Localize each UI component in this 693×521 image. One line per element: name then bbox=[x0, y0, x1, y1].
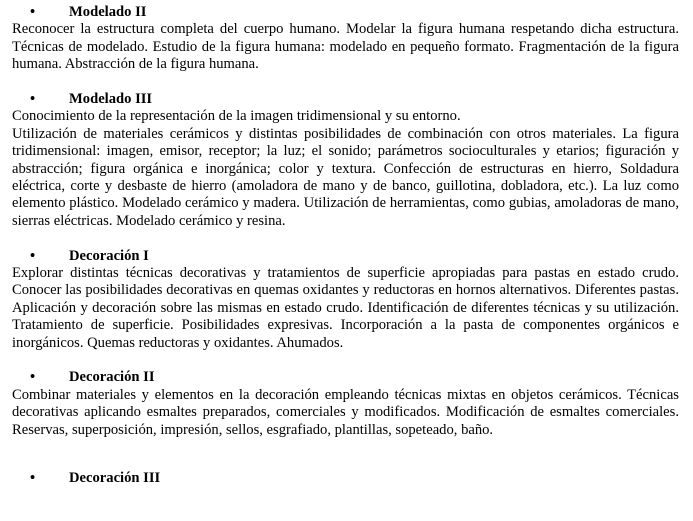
section-title: Decoración II bbox=[69, 369, 155, 386]
bullet-icon: • bbox=[30, 470, 36, 487]
section-title: Decoración I bbox=[69, 247, 149, 264]
section-title: Modelado II bbox=[69, 4, 147, 20]
section-heading bbox=[12, 91, 679, 108]
section-decoracion-iii bbox=[12, 470, 679, 487]
section-paragraph: Explorar distintas técnicas decorativas y tratamientos de superficie apropiadas para pastas en estado crudo. Conocer las posibilidades decorativas en quemas oxidantes y reductoras en hornos alternativos. Diferentes pastas. Aplicación y decoración sobre las mismas en estado crudo. Identificación de diferentes técnicas y su utilización. Tratamiento de superficie. Posibilidades expresivas. Incorporación a la pasta de componentes orgánicos e inorgánicos. Quemas reductoras y oxidantes. Ahumados. bbox=[12, 265, 679, 351]
bullet-icon: • bbox=[30, 247, 36, 264]
document-page bbox=[12, 4, 679, 487]
section-heading bbox=[12, 248, 679, 265]
section-title: Modelado III bbox=[69, 91, 153, 107]
section-title: Decoración III bbox=[69, 470, 161, 487]
bullet-icon: • bbox=[30, 369, 36, 386]
bullet-icon: • bbox=[30, 4, 36, 20]
section-modelado-iii bbox=[12, 91, 679, 230]
section-paragraph: Combinar materiales y elementos en la decoración empleando técnicas mixtas en objetos cerámicos. Técnicas decorativas aplicando esmaltes preparados, comerciales y modificados. Modificación de esmaltes comerciales. Reservas, superposición, impresión, sellos, esgrafiado, plantillas, sopeteado, baño. bbox=[12, 386, 679, 438]
section-paragraph: Conocimiento de la representación de la imagen tridimensional y su entorno. bbox=[12, 108, 461, 125]
section-paragraph: Utilización de materiales cerámicos y distintas posibilidades de combinación con otros materiales. La figura tridimensional: imagen, emisor, receptor; la luz; el sonido; parámetros socioculturales y etarios; figuración y abstracción; figura orgánica e inorgánica; color y textura. Confección de estructuras en hierro, Soldadura eléctrica, corte y desbaste de hierro (amoladora de mano y de banco, guillotina, dobladora, etc.). La luz como elemento plástico. Modelado cerámico y madera. Utilización de herramientas, como gubias, amoladoras de mano, sierras eléctricas. Modelado cerámico y resina. bbox=[12, 125, 679, 229]
section-heading bbox=[12, 369, 679, 386]
section-modelado-ii bbox=[12, 4, 679, 74]
section-decoracion-ii bbox=[12, 369, 679, 439]
section-heading bbox=[12, 4, 679, 21]
section-decoracion-i bbox=[12, 248, 679, 352]
bullet-icon: • bbox=[30, 91, 36, 107]
section-heading bbox=[12, 470, 679, 487]
section-paragraph: Reconocer la estructura completa del cuerpo humano. Modelar la figura humana respetando dicha estructura. Técnicas de modelado. Estudio de la figura humana: modelado en pequeño formato. Fragmentación de la figura humana. Abstracción de la figura humana. bbox=[12, 21, 679, 73]
